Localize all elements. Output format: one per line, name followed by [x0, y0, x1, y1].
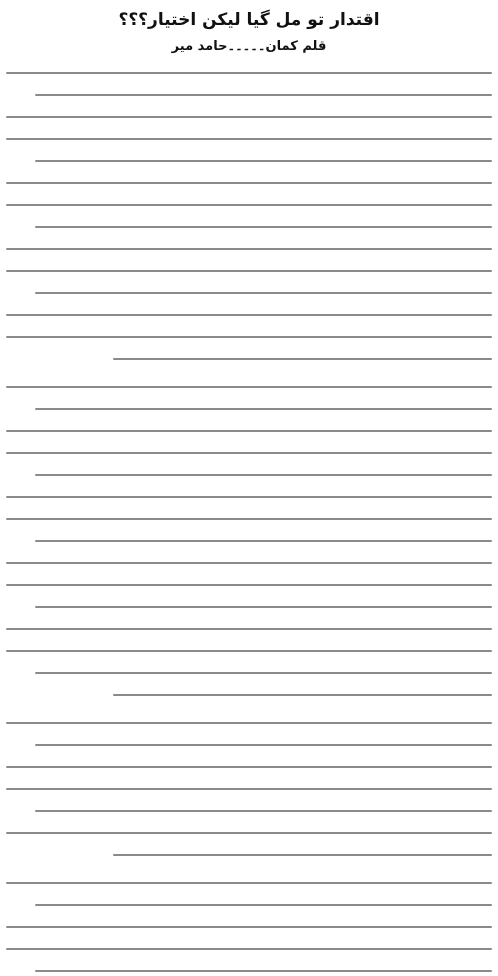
- text-line: [6, 442, 492, 464]
- text-line: [6, 128, 492, 150]
- paragraph-lines: [6, 376, 492, 706]
- text-line: [6, 640, 492, 662]
- text-line: [6, 216, 492, 238]
- text-line: [6, 684, 492, 706]
- article-paragraph: [6, 376, 492, 706]
- text-line: [6, 894, 492, 916]
- text-line: [6, 778, 492, 800]
- text-line: [6, 62, 492, 84]
- text-line: [6, 530, 492, 552]
- paragraph-lines: [6, 712, 492, 866]
- text-line: [6, 238, 492, 260]
- text-line: [6, 916, 492, 938]
- text-line: [6, 84, 492, 106]
- text-line: [6, 800, 492, 822]
- text-line: [6, 574, 492, 596]
- text-line: [6, 486, 492, 508]
- text-line: [6, 376, 492, 398]
- text-line: [6, 844, 492, 866]
- article-body: [6, 62, 492, 976]
- text-line: [6, 756, 492, 778]
- text-line: [6, 194, 492, 216]
- article-byline: قلم کمان۔۔۔۔۔حامد میر: [171, 39, 327, 54]
- article-paragraph: [6, 62, 492, 370]
- text-line: [6, 552, 492, 574]
- text-line: [6, 282, 492, 304]
- text-line: [6, 960, 492, 976]
- text-line: [6, 822, 492, 844]
- text-line: [6, 326, 492, 348]
- text-line: [6, 348, 492, 370]
- text-line: [6, 734, 492, 756]
- article-paragraph: [6, 872, 492, 976]
- text-line: [6, 150, 492, 172]
- text-line: [6, 872, 492, 894]
- text-line: [6, 172, 492, 194]
- text-line: [6, 398, 492, 420]
- text-line: [6, 464, 492, 486]
- text-line: [6, 596, 492, 618]
- text-line: [6, 662, 492, 684]
- text-line: [6, 618, 492, 640]
- text-line: [6, 420, 492, 442]
- paragraph-lines: [6, 872, 492, 976]
- text-line: [6, 304, 492, 326]
- paragraph-lines: [6, 62, 492, 370]
- article-headline: اقتدار تو مل گیا لیکن اختیار؟؟؟: [118, 10, 380, 30]
- text-line: [6, 508, 492, 530]
- text-line: [6, 712, 492, 734]
- text-line: [6, 106, 492, 128]
- text-line: [6, 938, 492, 960]
- text-line: [6, 260, 492, 282]
- article-paragraph: [6, 712, 492, 866]
